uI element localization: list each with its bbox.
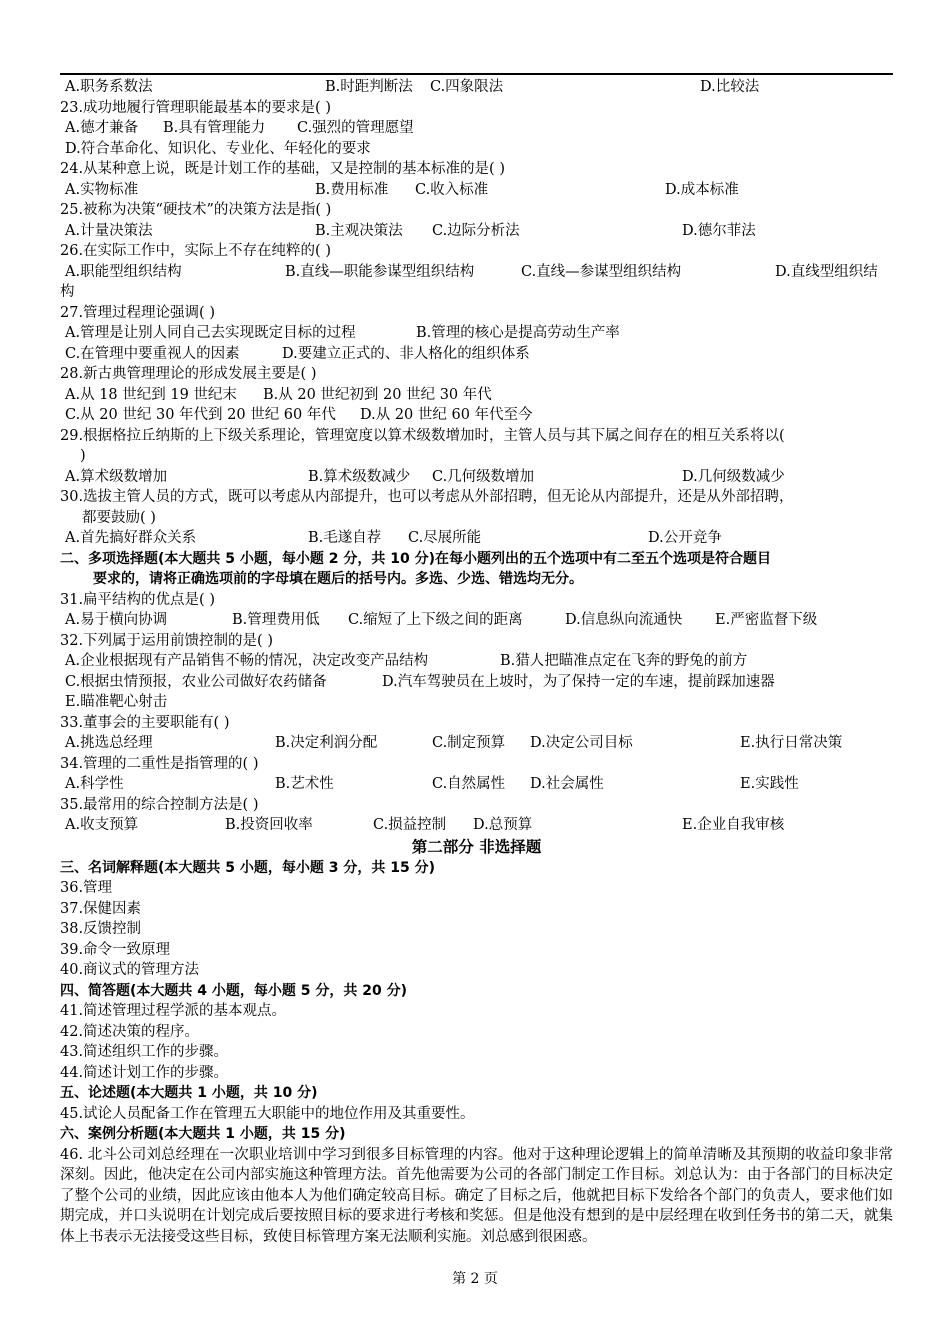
q29-stem: 29.根据格拉丘纳斯的上下级关系理论，管理宽度以算术级数增加时，主管人员与其下属之间存在的相互关系将以( xyxy=(60,427,785,444)
q29-option-b: B.算术级数减少 xyxy=(308,468,411,485)
q33-option-c: C.制定预算 xyxy=(432,735,506,751)
q35-option-b: B.投资回收率 xyxy=(225,817,313,833)
q26-option-c: C.直线—参谋型组织结构 xyxy=(521,263,682,280)
q46-case-text: 46. 北斗公司刘总经理在一次职业培训中学习到很多目标管理的内容。他对于这种理论逻辑上的简单清晰及其预期的收益印象非常深刻。因此，他决定在公司内部实施这种管理方法。首先他需要为公司的各部门制定工作目标。刘总认为：由于各部门的目标决定了整个公司的业绩，因此应该由他本人为他们确定较高目标。确定了目标之后，他就把目标下发给各个部门的负责人，要求他们如期完成，并口头说明在计划完成后要按照目标的要求进行考核和奖惩。但是他没有想到的是中层经理在收到任务书的第二天，就集体上书表示无法接受这些目标，致使目标管理方案无法顺利实施。刘总感到很困惑。 xyxy=(60,1146,893,1245)
q27-options-2 xyxy=(60,344,893,365)
q44: 44.简述计划工作的步骤。 xyxy=(60,1064,229,1081)
section-3-heading: 三、名词解释题(本大题共 5 小题，每小题 3 分，共 15 分) xyxy=(60,859,436,876)
q24-option-c: C.收入标准 xyxy=(415,181,489,198)
q27-option-b: B.管理的核心是提高劳动生产率 xyxy=(416,325,620,341)
q42: 42.简述决策的程序。 xyxy=(60,1023,200,1040)
q31-option-a: A.易于横向协调 xyxy=(65,612,168,628)
q37: 37.保健因素 xyxy=(60,900,142,917)
q34-option-a: A.科学性 xyxy=(65,776,124,792)
q22-option-d: D.比较法 xyxy=(700,79,760,95)
q35-option-d: D.总预算 xyxy=(473,817,533,833)
q34-option-e: E.实践性 xyxy=(740,776,799,792)
q34-option-c: C.自然属性 xyxy=(432,776,506,792)
section-5-heading: 五、论述题(本大题共 1 小题，共 10 分) xyxy=(60,1085,318,1101)
q23-option-c: C.强烈的管理愿望 xyxy=(297,120,414,136)
q23-option-b: B.具有管理能力 xyxy=(163,120,266,136)
q30-options xyxy=(60,528,893,549)
q34-option-b: B.艺术性 xyxy=(275,776,334,792)
q33-option-d: D.决定公司目标 xyxy=(530,735,633,751)
q33-options xyxy=(60,733,893,754)
q31-option-d: D.信息纵向流通快 xyxy=(565,612,683,628)
q31-options xyxy=(60,610,893,631)
q27-option-c: C.在管理中要重视人的因素 xyxy=(65,345,240,362)
q30-option-b: B.毛遂自荐 xyxy=(308,530,382,546)
q32-options-2 xyxy=(60,672,893,693)
q30-option-a: A.首先搞好群众关系 xyxy=(65,530,197,546)
q33-option-e: E.执行日常决策 xyxy=(740,735,843,751)
part-2-title: 第二部分 非选择题 xyxy=(411,837,542,856)
page-number: 第 2 页 xyxy=(452,1271,498,1287)
q27-options-1 xyxy=(60,323,893,344)
q28-option-b: B.从 20 世纪初到 20 世纪 30 年代 xyxy=(263,386,492,403)
q24-option-a: A.实物标准 xyxy=(65,181,139,198)
q28-stem: 28.新古典管理理论的形成发展主要是( ) xyxy=(60,366,317,382)
section-2-heading-cont: 要求的，请将正确选项前的字母填在题后的括号内。多选、少选、错选均无分。 xyxy=(93,571,583,587)
q31-stem: 31.扁平结构的优点是( ) xyxy=(60,591,215,608)
q22-option-a: A.职务系数法 xyxy=(65,79,153,95)
q23-option-d: D.符合革命化、知识化、专业化、年轻化的要求 xyxy=(65,140,371,157)
q29-stem-end: ) xyxy=(80,448,86,464)
q26-option-d-wrap: 构 xyxy=(60,284,75,300)
q30-option-c: C.尽展所能 xyxy=(408,530,482,546)
top-rule xyxy=(60,73,893,75)
q30-stem: 30.选拔主管人员的方式，既可以考虑从内部提升，也可以考虑从外部招聘，但无论从内部提升，还是从外部招聘， xyxy=(60,489,794,505)
q34-options xyxy=(60,774,893,795)
q31-option-e: E.严密监督下级 xyxy=(715,612,818,628)
q24-option-b: B.费用标准 xyxy=(315,181,389,198)
q31-option-b: B.管理费用低 xyxy=(232,612,320,628)
q25-option-c: C.边际分析法 xyxy=(432,222,520,239)
q24-option-d: D.成本标准 xyxy=(665,181,739,198)
q28-option-a: A.从 18 世纪到 19 世纪末 xyxy=(65,386,237,403)
q23-stem: 23.成功地履行管理职能最基本的要求是( ) xyxy=(60,99,331,116)
q40: 40.商议式的管理方法 xyxy=(60,962,200,978)
q33-option-a: A.挑选总经理 xyxy=(65,735,153,751)
q26-option-d: D.直线型组织结 xyxy=(775,263,878,280)
q25-option-b: B.主观决策法 xyxy=(315,222,403,239)
q25-option-a: A.计量决策法 xyxy=(65,222,153,239)
q32-option-c: C.根据虫情预报，农业公司做好农药储备 xyxy=(65,673,327,690)
q26-option-b: B.直线—职能参谋型组织结构 xyxy=(285,263,475,280)
q31-option-c: C.缩短了上下级之间的距离 xyxy=(348,612,523,628)
q45: 45.试论人员配备工作在管理五大职能中的地位作用及其重要性。 xyxy=(60,1105,475,1122)
q27-option-d: D.要建立正式的、非人格化的组织体系 xyxy=(282,345,530,362)
q28-option-c: C.从 20 世纪 30 年代到 20 世纪 60 年代 xyxy=(65,407,336,423)
q22-option-c: C.四象限法 xyxy=(430,79,504,95)
q23-options xyxy=(60,118,893,139)
section-4-heading: 四、简答题(本大题共 4 小题，每小题 5 分，共 20 分) xyxy=(60,982,408,999)
q39: 39.命令一致原理 xyxy=(60,941,171,958)
q28-options-2 xyxy=(60,405,893,426)
q28-options-1 xyxy=(60,385,893,406)
section-6-heading: 六、案例分析题(本大题共 1 小题，共 15 分) xyxy=(60,1126,346,1142)
q35-option-c: C.损益控制 xyxy=(373,817,447,833)
q32-option-b: B.猎人把瞄准点定在飞奔的野兔的前方 xyxy=(500,653,748,669)
q34-option-d: D.社会属性 xyxy=(530,776,604,792)
q26-option-a: A.职能型组织结构 xyxy=(65,263,182,280)
q25-option-d: D.德尔菲法 xyxy=(682,222,756,239)
exam-content xyxy=(60,77,893,1247)
q25-options xyxy=(60,221,893,242)
q25-stem: 25.被称为决策“硬技术”的决策方法是指( ) xyxy=(60,202,332,218)
q28-option-d: D.从 20 世纪 60 年代至今 xyxy=(360,407,533,423)
q41: 41.简述管理过程学派的基本观点。 xyxy=(60,1003,287,1019)
q33-stem: 33.董事会的主要职能有( ) xyxy=(60,714,230,731)
q34-stem: 34.管理的二重性是指管理的( ) xyxy=(60,755,259,772)
q35-options xyxy=(60,815,893,836)
q30-option-d: D.公开竞争 xyxy=(648,530,722,546)
q24-stem: 24.从某种意上说，既是计划工作的基础，又是控制的基本标准的是( ) xyxy=(60,161,505,177)
q27-option-a: A.管理是让别人同自己去实现既定目标的过程 xyxy=(65,325,356,341)
q32-options-1 xyxy=(60,651,893,672)
q24-options xyxy=(60,180,893,201)
q35-stem: 35.最常用的综合控制方法是( ) xyxy=(60,796,259,813)
q26-stem: 26.在实际工作中，实际上不存在纯粹的( ) xyxy=(60,243,331,259)
q23-option-a: A.德才兼备 xyxy=(65,120,139,136)
q22-option-b: B.时距判断法 xyxy=(325,79,413,95)
q38: 38.反馈控制 xyxy=(60,921,142,937)
q35-option-e: E.企业自我审核 xyxy=(682,817,785,833)
q29-option-a: A.算术级数增加 xyxy=(65,468,168,485)
q29-option-d: D.几何级数减少 xyxy=(682,468,785,485)
q43: 43.简述组织工作的步骤。 xyxy=(60,1044,229,1060)
q30-stem-end: 都要鼓励( ) xyxy=(82,509,156,526)
q32-option-a: A.企业根据现有产品销售不畅的情况，决定改变产品结构 xyxy=(65,653,429,669)
q29-option-c: C.几何级数增加 xyxy=(432,468,535,485)
q22-options xyxy=(60,77,893,98)
q32-stem: 32.下列属于运用前馈控制的是( ) xyxy=(60,632,273,649)
q36: 36.管理 xyxy=(60,880,113,896)
q32-option-e: E.瞄准靶心射击 xyxy=(65,694,168,710)
q33-option-b: B.决定利润分配 xyxy=(275,735,378,751)
section-2-heading: 二、多项选择题(本大题共 5 小题，每小题 2 分，共 10 分)在每小题列出的五个选项中有二至五个选项是符合题目 xyxy=(60,550,772,567)
q27-stem: 27.管理过程理论强调( ) xyxy=(60,304,215,321)
q35-option-a: A.收支预算 xyxy=(65,817,139,833)
q32-option-d: D.汽车驾驶员在上坡时，为了保持一定的车速，提前踩加速器 xyxy=(382,673,775,690)
q26-options xyxy=(60,262,893,283)
q29-options xyxy=(60,467,893,488)
